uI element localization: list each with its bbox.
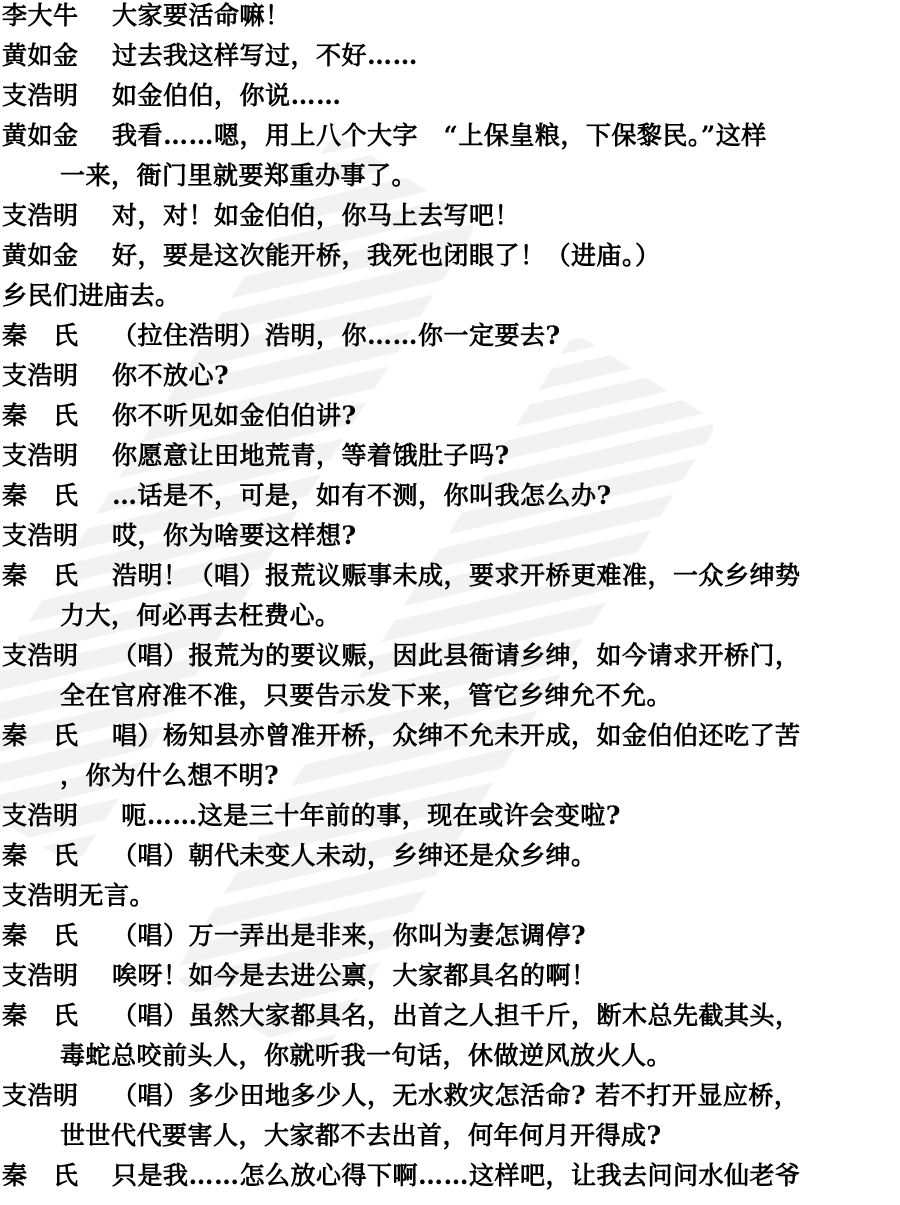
- dialogue-text: （唱）朝代未变人未动，乡绅还是众乡绅。: [112, 841, 597, 870]
- speaker-name: 支浩明: [2, 361, 79, 390]
- dialogue-text: 你不放心?: [112, 361, 230, 390]
- dialogue-text: 过去我这样写过，不好……: [112, 41, 419, 70]
- speaker-name: 李大牛: [2, 1, 79, 30]
- dialogue-text: 如金伯伯，你说……: [112, 81, 342, 110]
- dialogue-text: 全在官府准不准，只要告示发下来，管它乡绅允不允。: [60, 681, 673, 710]
- dialogue-text: （拉住浩明）浩明，你……你一定要去?: [112, 321, 561, 350]
- dialogue-continuation: [60, 756, 880, 796]
- dialogue-line: [2, 0, 880, 36]
- dialogue-line: [2, 956, 880, 996]
- speaker-name: 秦 氏: [2, 1161, 79, 1190]
- dialogue-line: [2, 76, 880, 116]
- speaker-name: 黄如金: [2, 121, 79, 150]
- dialogue-continuation: [60, 676, 880, 716]
- stage-direction-text: 乡民们进庙去。: [2, 281, 181, 310]
- dialogue-line: [2, 636, 880, 676]
- speaker-name: 秦 氏: [2, 401, 79, 430]
- speaker-name: 支浩明: [2, 961, 79, 990]
- speaker-name: 黄如金: [2, 241, 79, 270]
- dialogue-text: （唱）多少田地多少人，无水救灾怎活命? 若不打开显应桥，: [112, 1081, 800, 1110]
- speaker-name: 支浩明: [2, 81, 79, 110]
- dialogue-continuation: [60, 1116, 880, 1156]
- dialogue-line: [2, 916, 880, 956]
- speaker-name: 秦 氏: [2, 481, 79, 510]
- speaker-name: 支浩明: [2, 521, 79, 550]
- speaker-name: 支浩明: [2, 1081, 79, 1110]
- dialogue-line: [2, 36, 880, 76]
- dialogue-line: [2, 996, 880, 1036]
- speaker-name: 秦 氏: [2, 1001, 79, 1030]
- dialogue-text: 只是我……怎么放心得下啊……这样吧，让我去问问水仙老爷: [112, 1161, 801, 1190]
- stage-direction: [2, 276, 880, 316]
- dialogue-text: 唱）杨知县亦曾准开桥，众绅不允未开成，如金伯伯还吃了苦: [112, 721, 801, 750]
- dialogue-continuation: [60, 596, 880, 636]
- speaker-name: 秦 氏: [2, 321, 79, 350]
- dialogue-text: 对，对！如金伯伯，你马上去写吧！: [112, 201, 521, 230]
- dialogue-text: 好，要是这次能开桥，我死也闭眼了！（进庙。）: [112, 241, 661, 270]
- speaker-name: 支浩明: [2, 441, 79, 470]
- dialogue-text: 力大，何必再去枉费心。: [60, 601, 341, 630]
- dialogue-line: [2, 436, 880, 476]
- speaker-name: 秦 氏: [2, 921, 79, 950]
- dialogue-continuation: [60, 1036, 880, 1076]
- dialogue-text: 一来，衙门里就要郑重办事了。: [60, 161, 418, 190]
- dialogue-text: …话是不，可是，如有不测，你叫我怎么办?: [112, 481, 612, 510]
- dialogue-text: 大家要活命嘛！: [112, 1, 291, 30]
- speaker-name: 黄如金: [2, 41, 79, 70]
- dialogue-text: 你愿意让田地荒青，等着饿肚子吗?: [112, 441, 510, 470]
- dialogue-line: [2, 516, 880, 556]
- dialogue-line: [2, 116, 880, 156]
- dialogue-line: [2, 316, 880, 356]
- speaker-name: 秦 氏: [2, 841, 79, 870]
- speaker-name: 秦 氏: [2, 721, 79, 750]
- dialogue-line: [2, 556, 880, 596]
- dialogue-line: [2, 476, 880, 516]
- dialogue-text: （唱）万一弄出是非来，你叫为妻怎调停?: [112, 921, 587, 950]
- dialogue-text: （唱）虽然大家都具名，出首之人担千斤，断木总先截其头，: [112, 1001, 801, 1030]
- dialogue-line: [2, 1076, 880, 1116]
- dialogue-text: 世世代代要害人，大家都不去出首，何年何月开得成?: [60, 1121, 662, 1150]
- speaker-name: 秦 氏: [2, 561, 79, 590]
- dialogue-line: [2, 836, 880, 876]
- dialogue-continuation: [60, 156, 880, 196]
- dialogue-line: [2, 196, 880, 236]
- dialogue-text: 呃……这是三十年前的事，现在或许会变啦?: [112, 801, 621, 830]
- dialogue-text: 你不听见如金伯伯讲?: [112, 401, 357, 430]
- speaker-name: 支浩明: [2, 641, 79, 670]
- dialogue-text: ，你为什么想不明?: [60, 761, 280, 790]
- dialogue-line: [2, 716, 880, 756]
- dialogue-text: 我看……嗯，用上八个大字 “上保皇粮，下保黎民。”这样: [112, 121, 767, 150]
- dialogue-line: [2, 1156, 880, 1196]
- stage-direction-text: 支浩明无言。: [2, 881, 156, 910]
- dialogue-line: [2, 356, 880, 396]
- dialogue-text: 浩明！（唱）报荒议赈事未成，要求开桥更难准，一众乡绅势: [112, 561, 801, 590]
- dialogue-line: [2, 796, 880, 836]
- dialogue-text: 毒蛇总咬前头人，你就听我一句话，休做逆风放火人。: [60, 1041, 673, 1070]
- dialogue-line: [2, 396, 880, 436]
- stage-direction: [2, 876, 880, 916]
- speaker-name: 支浩明: [2, 801, 79, 830]
- dialogue-text: 唉呀！如今是去进公禀，大家都具名的啊！: [112, 961, 597, 990]
- dialogue-line: [2, 236, 880, 276]
- dialogue-text: （唱）报荒为的要议赈，因此县衙请乡绅，如今请求开桥门，: [112, 641, 801, 670]
- dialogue-text: 哎，你为啥要这样想?: [112, 521, 357, 550]
- speaker-name: 支浩明: [2, 201, 79, 230]
